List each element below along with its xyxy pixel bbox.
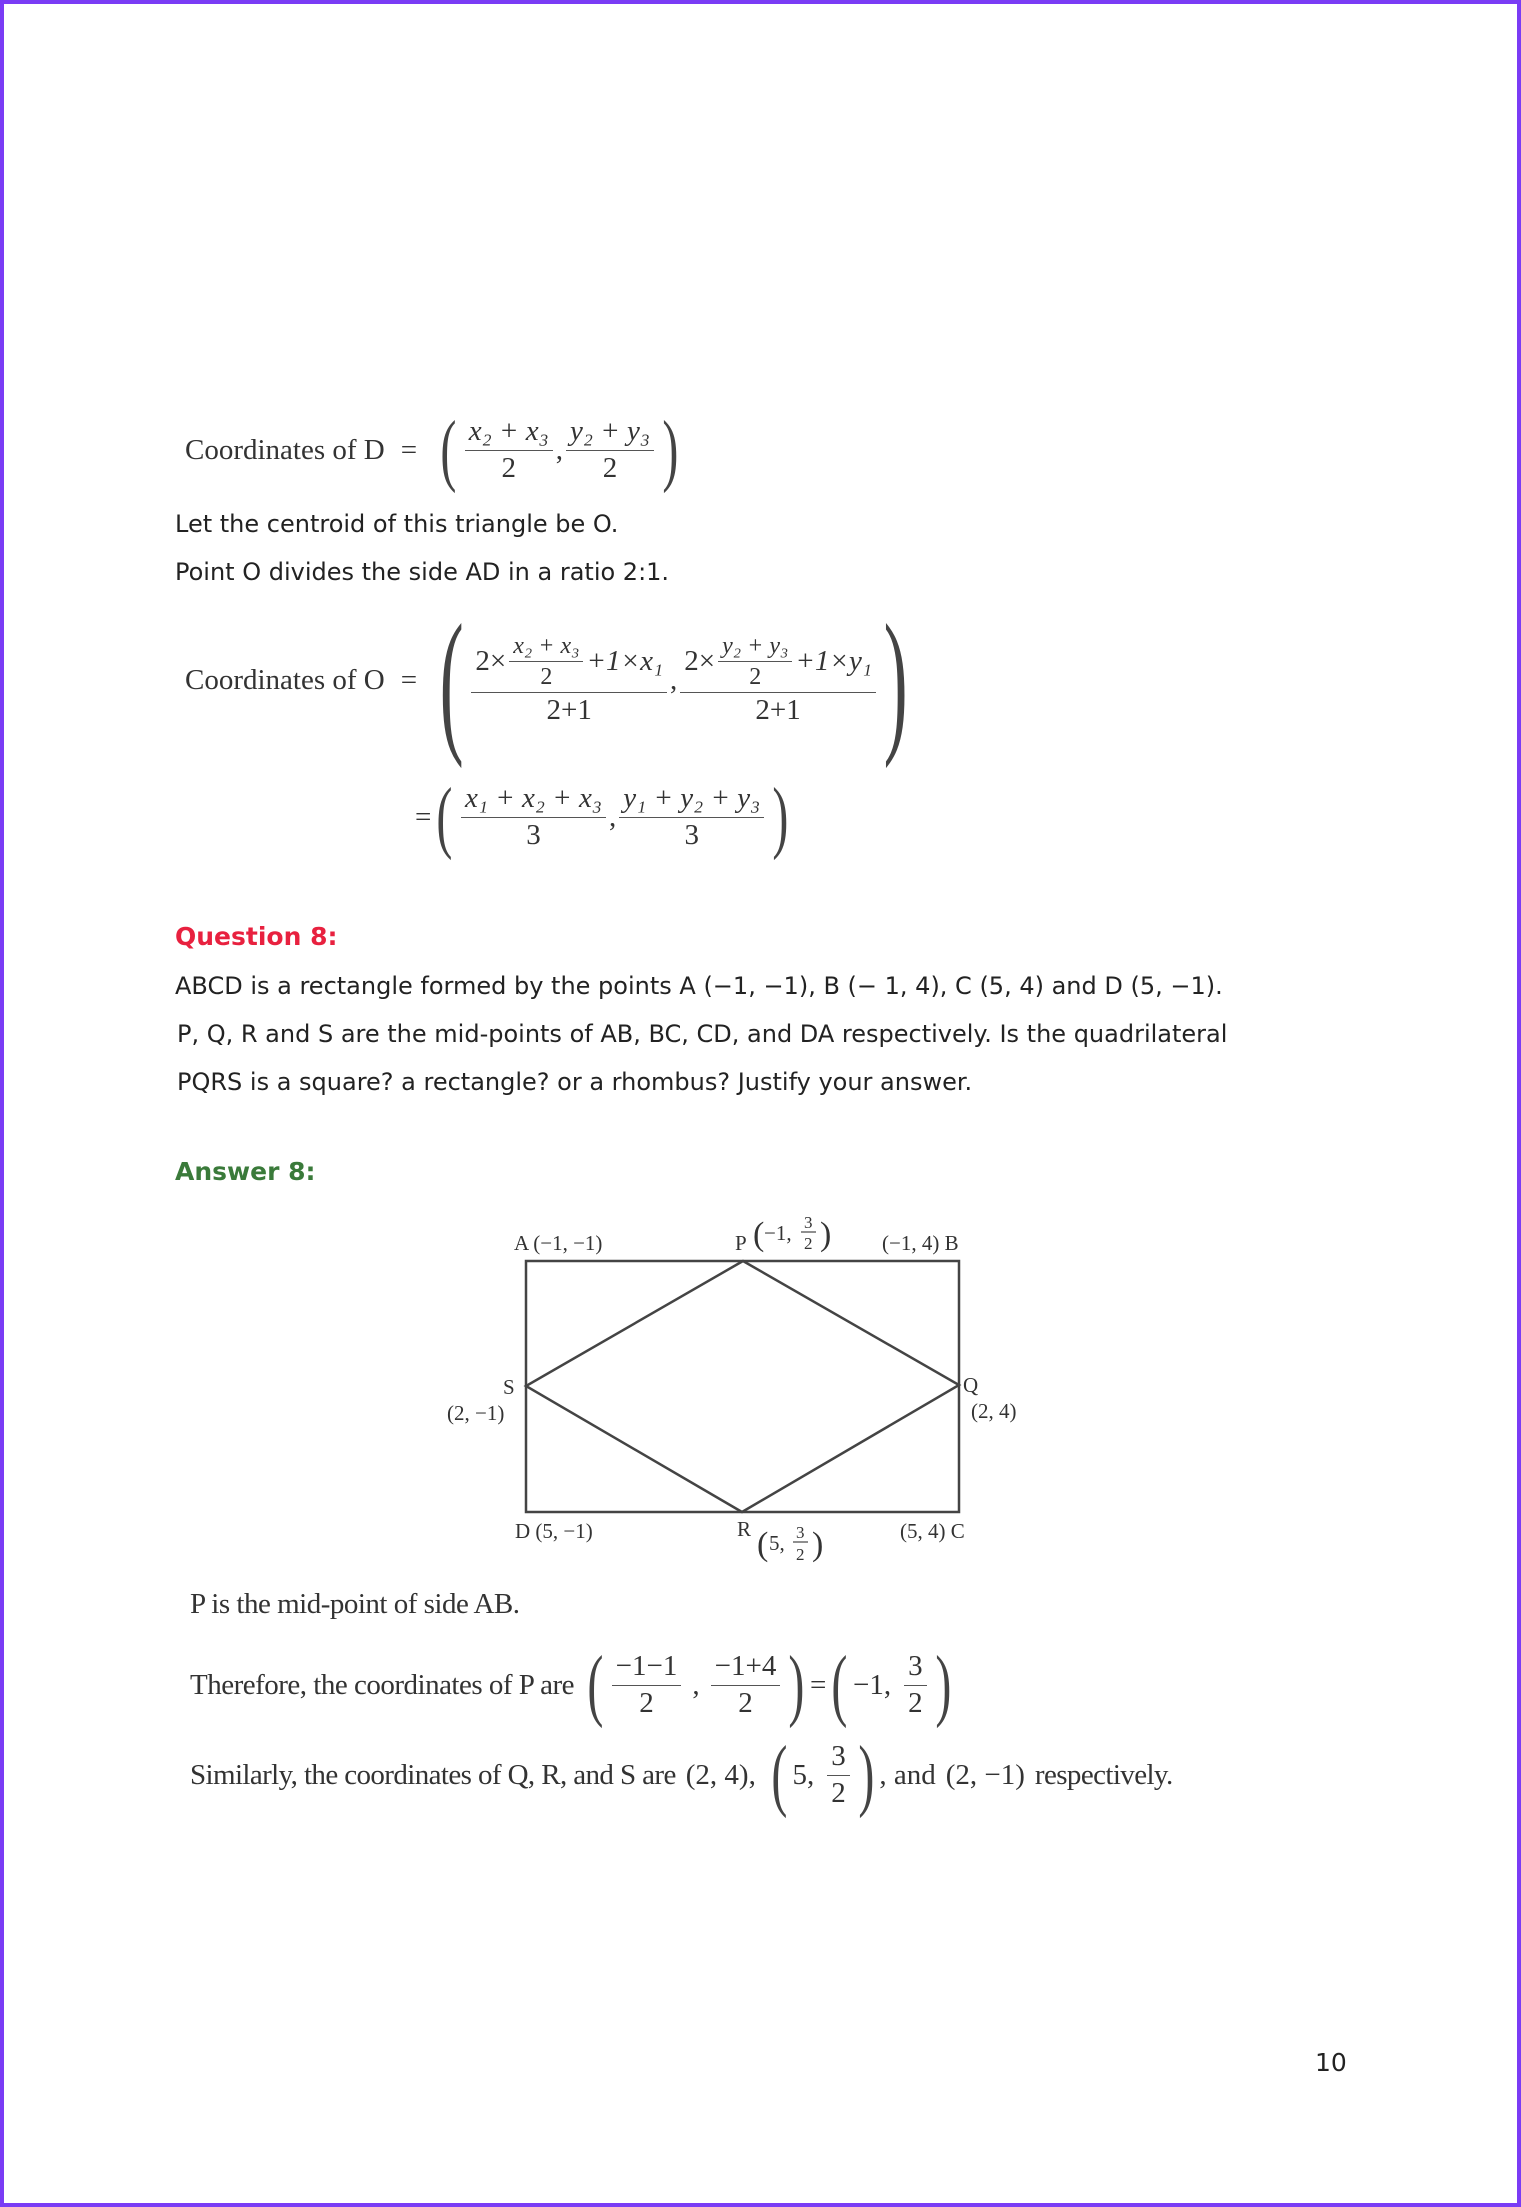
rhombus-pqrs (526, 1261, 959, 1512)
label-r-paren-right: ) (812, 1526, 824, 1563)
label-q-coord: (2, 4) (971, 1399, 1017, 1423)
label-p-num: 3 (804, 1213, 813, 1232)
fraction: $\frac{-1-1}{2}$ (612, 1651, 682, 1720)
centroid-line-2: Point O divides the side AD in a ratio 2:1. (175, 558, 670, 586)
page-number: 10 (1315, 2048, 1347, 2077)
formula-centroid-result: = ( $\frac{\text{x₁ + x₂ + x₃}}{3}$ , $\frac{\text{y₁ + y₂ + y₃}}{3}$ ) (415, 772, 789, 861)
fraction: $\frac{\text{x₁ + x₂ + x₃}}{3}$ (461, 783, 606, 852)
fraction: 2× $\frac{\text{y₂ + y₃}}{2}$ +1×y₁ 2+1 (680, 633, 876, 728)
question-line-3: PQRS is a square? a rectangle? or a rhombus? Justify your answer. (177, 1068, 973, 1096)
formula-coordinates-o: Coordinates of O = ( 2× $\frac{\text{x₂ + x₃}}{2}$ +1×x₁ 2+1 , 2× $\frac{\text{y₂ + y₃}}{2}$ +1×y₁ 2+1 ) (185, 600, 912, 760)
question-line-2: P, Q, R and S are the mid-points of AB, BC, CD, and DA respectively. Is the quadrilateral (177, 1020, 1228, 1048)
label-p-den: 2 (804, 1234, 813, 1253)
left-paren: ( (440, 405, 457, 494)
fraction: $\frac{3}{2}$ (904, 1651, 927, 1720)
formula-coordinates-d: Coordinates of D = ( $\frac{\text{x₂ + x₃}}{2}$ , $\frac{\text{y₂ + y₃}}{2}$ ) (185, 405, 679, 494)
question-heading: Question 8: (175, 922, 338, 951)
label-c: (5, 4) C (900, 1519, 965, 1543)
fraction: $\frac{-1+4}{2}$ (711, 1651, 781, 1720)
right-paren: ) (883, 590, 908, 769)
left-paren: ( (771, 1730, 788, 1819)
formula-label: Coordinates of D (185, 433, 385, 466)
left-paren: ( (831, 1640, 848, 1729)
answer-line-1: P is the mid-point of side AB. (190, 1588, 520, 1620)
right-paren: ) (788, 1640, 805, 1729)
label-p-x: −1, (764, 1221, 792, 1245)
fraction: $\frac{\text{x₂ + x₃}}{2}$ (465, 416, 553, 485)
label-s-letter: S (503, 1375, 515, 1399)
fraction: 2× $\frac{\text{x₂ + x₃}}{2}$ +1×x₁ 2+1 (471, 633, 667, 728)
label-p-letter: P (735, 1231, 747, 1255)
question-line-1: ABCD is a rectangle formed by the points A (−1, −1), B (− 1, 4), C (5, 4) and D (5, −1). (175, 972, 1223, 1000)
label-r-x: 5, (769, 1531, 785, 1555)
label-a: A (−1, −1) (514, 1231, 603, 1255)
rectangle-abcd (526, 1261, 959, 1512)
right-paren: ) (858, 1730, 875, 1819)
fraction: $\frac{\text{y₂ + y₃}}{2}$ (566, 416, 654, 485)
right-paren: ) (934, 1640, 951, 1729)
label-s-coord: (2, −1) (447, 1401, 505, 1425)
centroid-line-1: Let the centroid of this triangle be O. (175, 510, 619, 538)
label-p-paren-left: ( (753, 1216, 765, 1253)
label-r-paren-left: ( (757, 1526, 769, 1563)
left-paren: ( (587, 1640, 604, 1729)
left-paren: ( (436, 772, 453, 861)
label-b: (−1, 4) B (882, 1231, 959, 1255)
label-p-paren-right: ) (820, 1216, 832, 1253)
label-r-den: 2 (796, 1545, 805, 1564)
formula-label: Coordinates of O (185, 663, 385, 696)
fraction: $\frac{\text{y₁ + y₂ + y₃}}{3}$ (619, 783, 764, 852)
label-r-letter: R (737, 1517, 752, 1541)
right-paren: ) (662, 405, 679, 494)
answer-line-2: Therefore, the coordinates of P are ( $\frac{-1-1}{2}$ , $\frac{-1+4}{2}$ ) = ( −1, $\frac{3}{2}$ ) (190, 1640, 951, 1729)
right-paren: ) (772, 772, 789, 861)
answer-heading: Answer 8: (175, 1157, 316, 1186)
label-r-num: 3 (796, 1523, 805, 1542)
label-d: D (5, −1) (515, 1519, 593, 1543)
fraction: $\frac{3}{2}$ (827, 1741, 850, 1810)
label-q-letter: Q (963, 1373, 979, 1397)
answer-line-3: Similarly, the coordinates of Q, R, and S are (2, 4), ( 5, $\frac{3}{2}$ ) , and (2, −1) respectively. (190, 1730, 1173, 1819)
left-paren: ( (439, 590, 464, 769)
